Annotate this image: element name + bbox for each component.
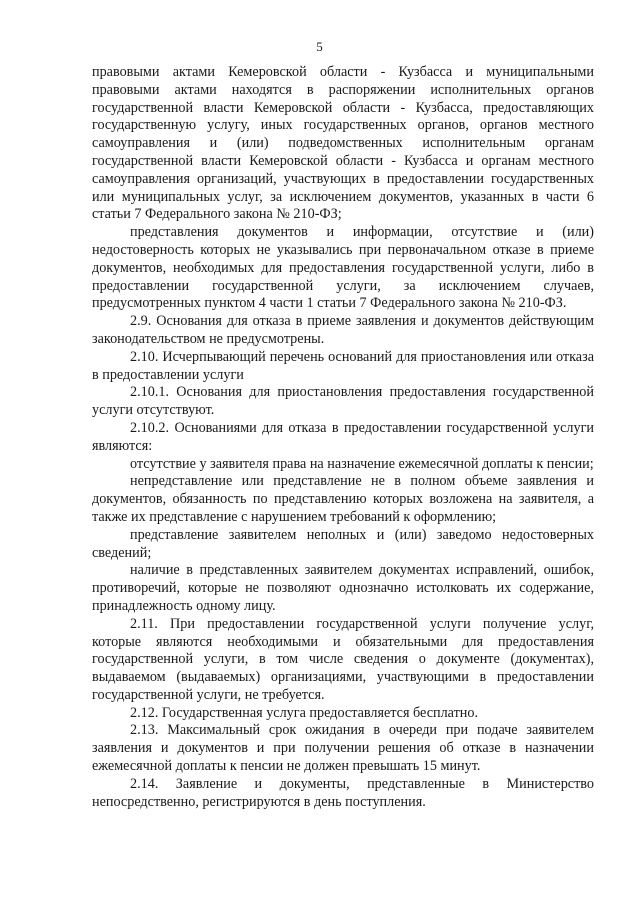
paragraph-2-14: 2.14. Заявление и документы, представленные в Министерство непосредственно, регистрируются в день поступления. — [92, 775, 594, 810]
paragraph-refusal-ground-errors: наличие в представленных заявителем документах исправлений, ошибок, противоречий, которые не позволяют однозначно истолковать их содержание, принадлежность одному лицу. — [92, 562, 594, 614]
paragraph-2-9: 2.9. Основания для отказа в приеме заявления и документов действующим законодательством не предусмотрены. — [92, 313, 594, 347]
page-number: 5 — [316, 39, 323, 54]
paragraph-2-12: 2.12. Государственная услуга предоставляется бесплатно. — [130, 704, 479, 721]
paragraph-2-10-2: 2.10.2. Основаниями для отказа в предоставлении государственной услуги являются: — [92, 419, 594, 454]
paragraph-2-10-1: 2.10.1. Основания для приостановления предоставления государственной услуги отсутствуют. — [92, 384, 594, 419]
paragraph-2-13: 2.13. Максимальный срок ожидания в очереди при подаче заявителем заявления и документов и при получении решения об отказе в назначении ежемесячной доплаты к пенсии не должен превышать 15 минут. — [92, 722, 594, 775]
paragraph-2-10: 2.10. Исчерпывающий перечень оснований для приостановления или отказа в предоставлении услуги — [92, 348, 594, 383]
paragraph-refusal-ground-no-right: отсутствие у заявителя права на назначение ежемесячной доплаты к пенсии; — [130, 455, 594, 472]
paragraph-2-11: 2.11. При предоставлении государственной услуги получение услуг, которые являются необходимыми и обязательными для предоставления государственной услуги, в том числе сведения о документе (документах), выдаваемом (выдаваемых) организациями, участвующими в предоставлении государственной услуги, не требуется. — [92, 615, 594, 703]
paragraph-refusal-ground-incomplete: непредставление или представление не в полном объеме заявления и документов, обязанность по представлению которых возложена на заявителя, а также их представление с нарушением требований к оформлению; — [92, 473, 594, 525]
paragraph-documents-not-indicated: представления документов и информации, отсутствие и (или) недостоверность которых не указывались при первоначальном отказе в приеме документов, необходимых для предоставления государственной услуги, либо в предоставлении государственной услуги, за исключением случаев, предусмотренных пунктом 4 части 1 статьи 7 Федерального закона № 210-ФЗ. — [92, 224, 594, 312]
paragraph-legal-acts-continuation: правовыми актами Кемеровской области - Кузбасса и муниципальными правовыми актами находятся в распоряжении исполнительных органов государственной власти Кемеровской области - Кузбасса, предоставляющих государственную услугу, иных государственных органов, органов местного самоуправления и (или) подведомственных исполнительным органам государственной власти Кемеровской области - Кузбасса и органам местного самоуправления организаций, участвующих в предоставлении государственных или муниципальных услуг, за исключением документов, указанных в части 6 статьи 7 Федерального закона № 210-ФЗ; — [92, 64, 594, 223]
paragraph-refusal-ground-false-info: представление заявителем неполных и (или) заведомо недостоверных сведений; — [92, 526, 594, 561]
document-body — [92, 64, 594, 811]
